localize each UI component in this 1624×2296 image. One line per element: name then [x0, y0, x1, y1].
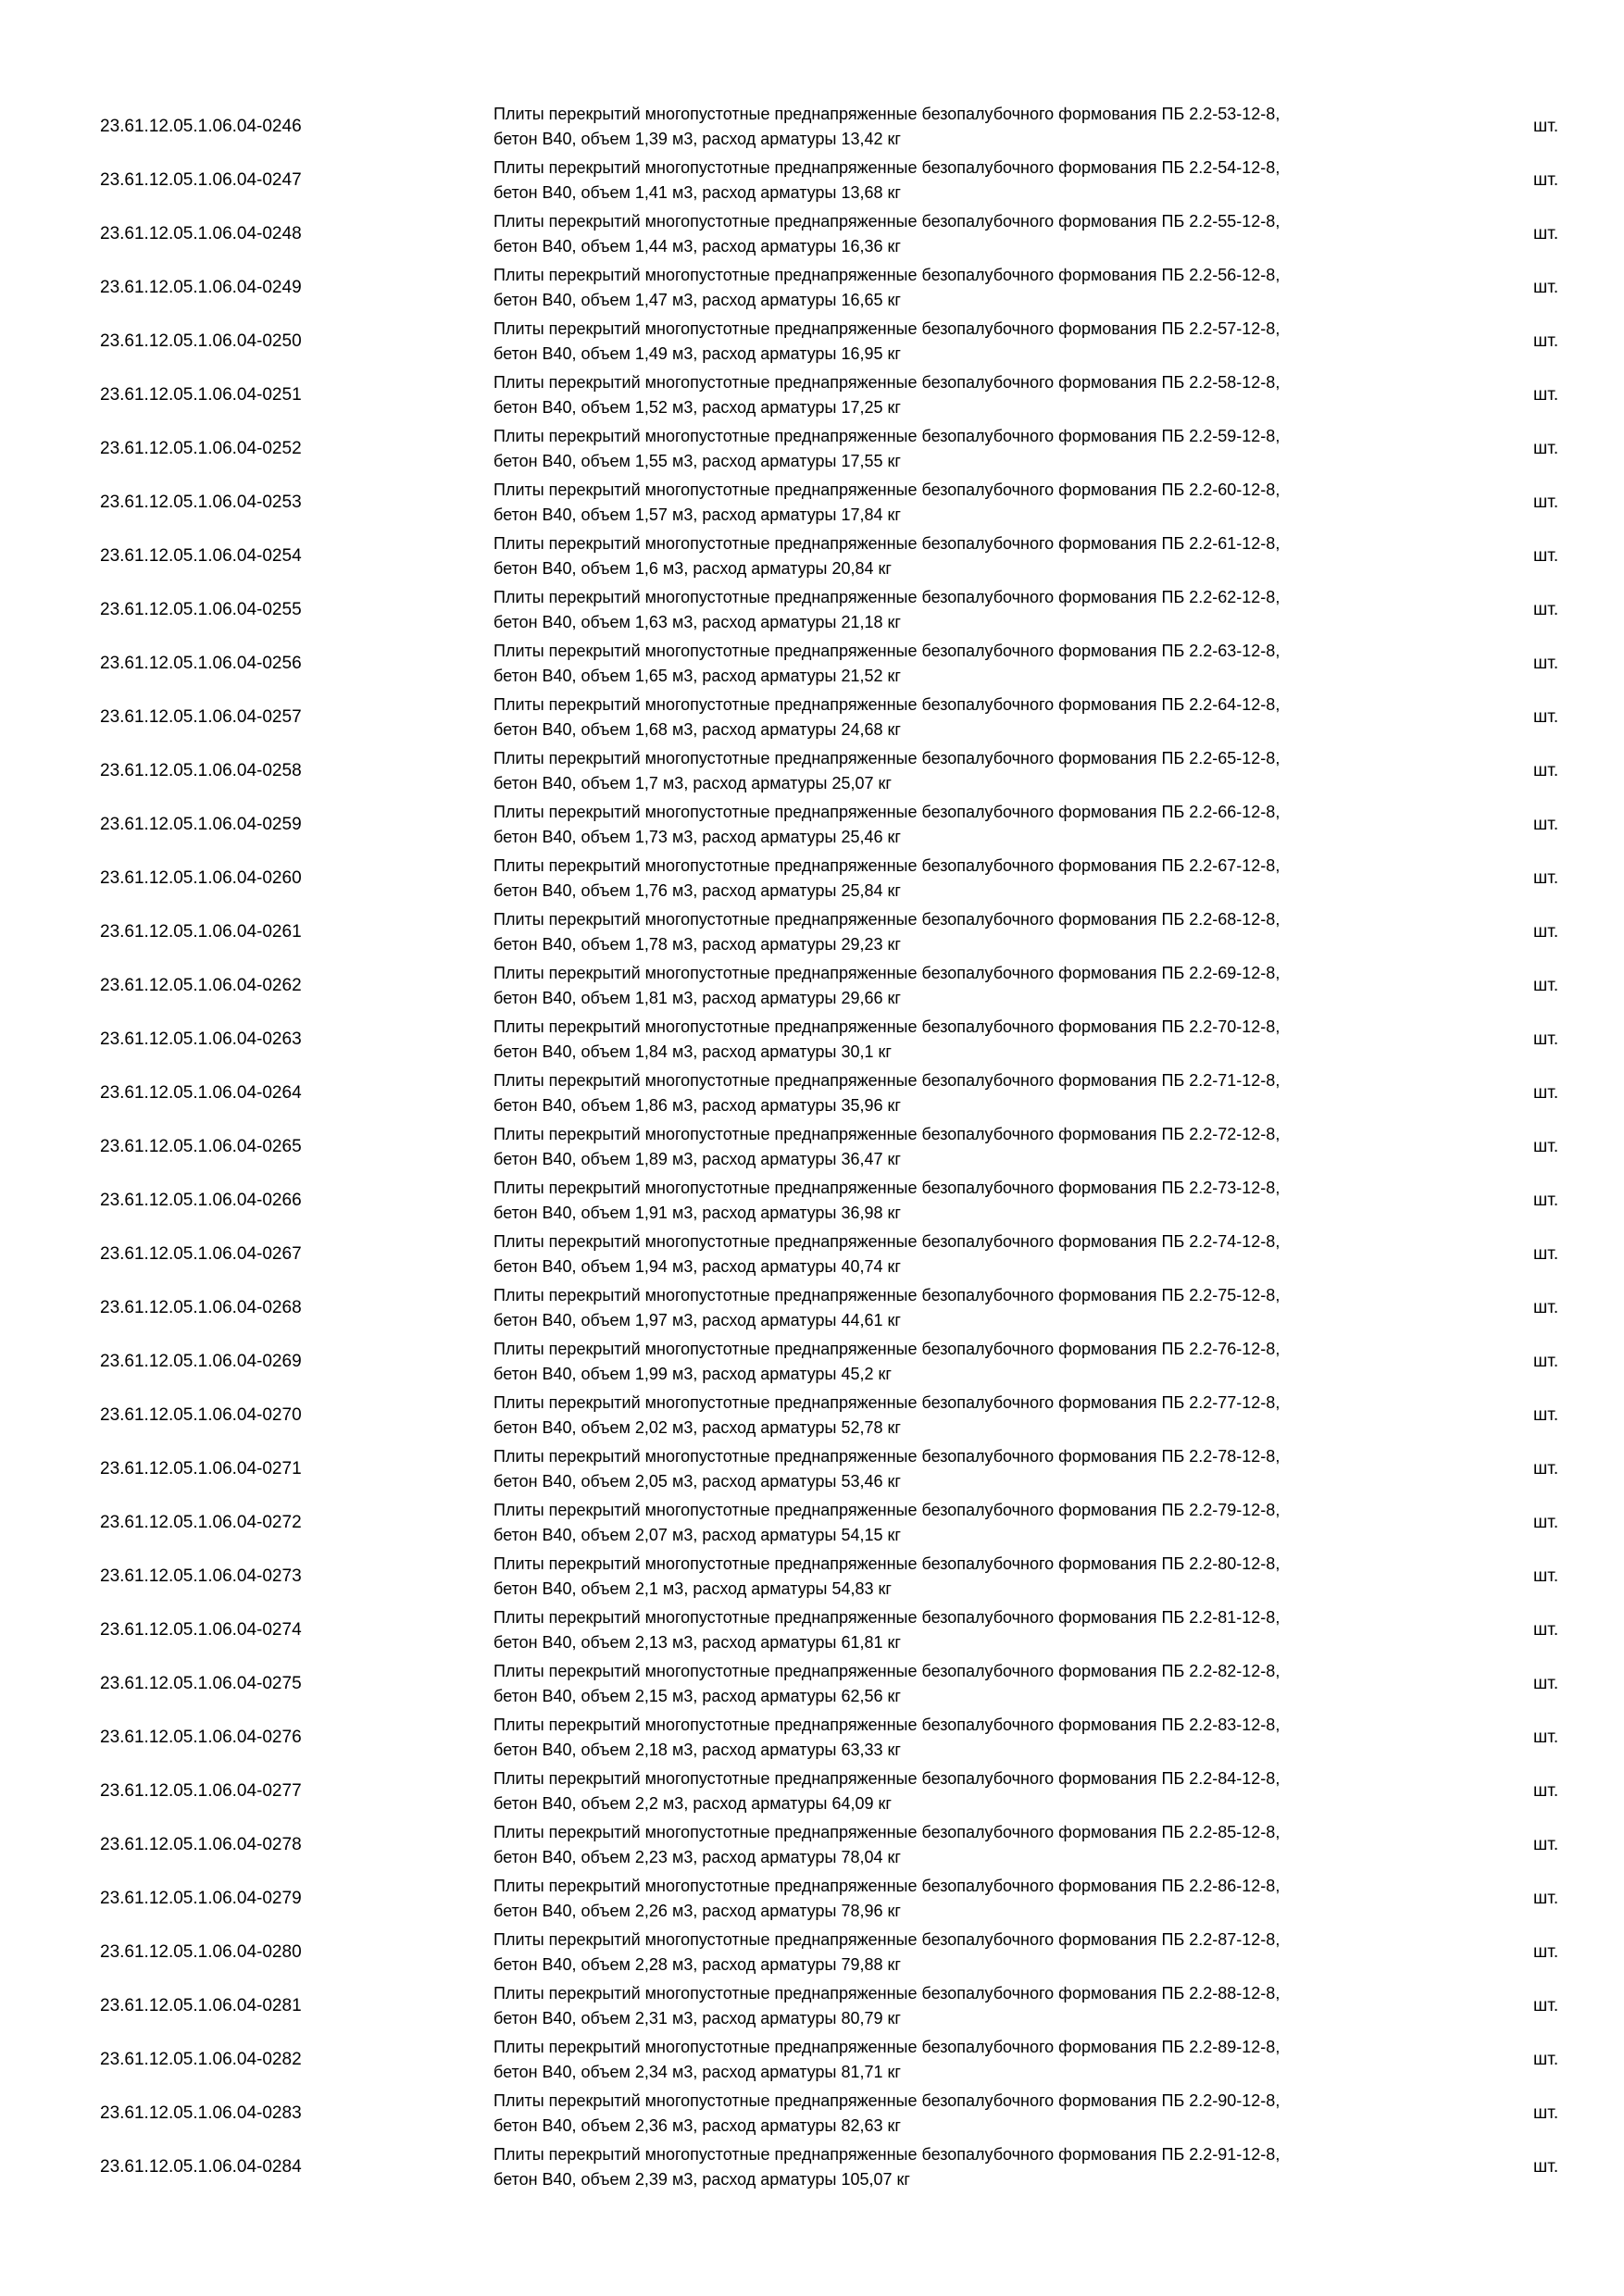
description-line-1: Плиты перекрытий многопустотные преднапряженные безопалубочного формования ПБ 2.2-85-12-8,: [493, 1823, 1280, 1841]
description-line-2: бетон B40, объем 2,39 м3, расход арматуры 105,07 кг: [493, 2170, 910, 2189]
description-line-1: Плиты перекрытий многопустотные преднапряженные безопалубочного формования ПБ 2.2-57-12-8,: [493, 319, 1280, 338]
unit-of-measure: шт.: [1533, 1728, 1559, 1747]
description-line-1: Плиты перекрытий многопустотные преднапряженные безопалубочного формования ПБ 2.2-73-12-8,: [493, 1179, 1280, 1197]
resource-code: 23.61.12.05.1.06.04-0262: [100, 976, 302, 995]
description-line-2: бетон B40, объем 1,57 м3, расход арматуры 17,84 кг: [493, 505, 901, 524]
resource-description: [493, 1283, 1493, 1333]
description-line-2: бетон B40, объем 2,36 м3, расход арматуры 82,63 кг: [493, 2116, 901, 2135]
description-line-1: Плиты перекрытий многопустотные преднапряженные безопалубочного формования ПБ 2.2-83-12-8,: [493, 1716, 1280, 1734]
description-line-2: бетон B40, объем 1,99 м3, расход арматуры 45,2 кг: [493, 1365, 892, 1383]
resource-description: [493, 1337, 1493, 1387]
unit-of-measure: шт.: [1533, 170, 1559, 190]
unit-of-measure: шт.: [1533, 117, 1559, 136]
table-row: [0, 1979, 1624, 2033]
description-line-2: бетон B40, объем 2,05 м3, расход арматуры 53,46 кг: [493, 1472, 901, 1491]
unit-of-measure: шт.: [1533, 1674, 1559, 1693]
table-row: [0, 1067, 1624, 1120]
unit-of-measure: шт.: [1533, 1781, 1559, 1801]
material-table: [0, 100, 1624, 2194]
description-line-2: бетон B40, объем 1,44 м3, расход арматуры 16,36 кг: [493, 237, 901, 256]
resource-description: [493, 2089, 1493, 2139]
unit-of-measure: шт.: [1533, 1083, 1559, 1103]
description-line-1: Плиты перекрытий многопустотные преднапряженные безопалубочного формования ПБ 2.2-91-12-8,: [493, 2145, 1280, 2164]
table-row: [0, 1120, 1624, 1174]
resource-description: [493, 424, 1493, 474]
resource-description: [493, 156, 1493, 206]
table-row: [0, 1872, 1624, 1926]
table-row: [0, 2087, 1624, 2140]
description-line-2: бетон B40, объем 1,97 м3, расход арматуры 44,61 кг: [493, 1311, 901, 1329]
description-line-1: Плиты перекрытий многопустотные преднапряженные безопалубочного формования ПБ 2.2-58-12-8,: [493, 373, 1280, 392]
resource-description: [493, 209, 1493, 259]
resource-code: 23.61.12.05.1.06.04-0254: [100, 546, 302, 566]
resource-description: [493, 1176, 1493, 1226]
resource-code: 23.61.12.05.1.06.04-0261: [100, 922, 302, 942]
resource-code: 23.61.12.05.1.06.04-0248: [100, 224, 302, 243]
description-line-1: Плиты перекрытий многопустотные преднапряженные безопалубочного формования ПБ 2.2-75-12-8,: [493, 1286, 1280, 1304]
resource-code: 23.61.12.05.1.06.04-0246: [100, 117, 302, 136]
resource-code: 23.61.12.05.1.06.04-0282: [100, 2050, 302, 2069]
table-row: [0, 1657, 1624, 1711]
resource-description: [493, 1659, 1493, 1709]
resource-code: 23.61.12.05.1.06.04-0251: [100, 385, 302, 405]
resource-code: 23.61.12.05.1.06.04-0281: [100, 1996, 302, 2015]
description-line-2: бетон B40, объем 2,34 м3, расход арматуры 81,71 кг: [493, 2063, 901, 2081]
unit-of-measure: шт.: [1533, 1029, 1559, 1049]
resource-code: 23.61.12.05.1.06.04-0277: [100, 1781, 302, 1801]
description-line-1: Плиты перекрытий многопустотные преднапряженные безопалубочного формования ПБ 2.2-80-12-8,: [493, 1554, 1280, 1573]
description-line-2: бетон B40, объем 2,15 м3, расход арматуры 62,56 кг: [493, 1687, 901, 1705]
unit-of-measure: шт.: [1533, 1942, 1559, 1962]
description-line-2: бетон B40, объем 1,81 м3, расход арматуры 29,66 кг: [493, 989, 901, 1007]
resource-description: [493, 263, 1493, 313]
description-line-2: бетон B40, объем 2,1 м3, расход арматуры 54,83 кг: [493, 1579, 892, 1598]
resource-code: 23.61.12.05.1.06.04-0253: [100, 493, 302, 512]
description-line-2: бетон B40, объем 1,7 м3, расход арматуры 25,07 кг: [493, 774, 892, 792]
table-row: [0, 583, 1624, 637]
unit-of-measure: шт.: [1533, 1137, 1559, 1156]
description-line-2: бетон B40, объем 1,39 м3, расход арматуры 13,42 кг: [493, 130, 901, 148]
resource-code: 23.61.12.05.1.06.04-0267: [100, 1244, 302, 1264]
resource-description: [493, 1981, 1493, 2031]
description-line-1: Плиты перекрытий многопустотные преднапряженные безопалубочного формования ПБ 2.2-70-12-8,: [493, 1017, 1280, 1036]
description-line-2: бетон B40, объем 1,47 м3, расход арматуры 16,65 кг: [493, 291, 901, 309]
description-line-1: Плиты перекрытий многопустотные преднапряженные безопалубочного формования ПБ 2.2-53-12-8,: [493, 105, 1280, 123]
unit-of-measure: шт.: [1533, 385, 1559, 405]
resource-code: 23.61.12.05.1.06.04-0247: [100, 170, 302, 190]
table-row: [0, 959, 1624, 1013]
description-line-2: бетон B40, объем 1,89 м3, расход арматуры 36,47 кг: [493, 1150, 901, 1168]
unit-of-measure: шт.: [1533, 546, 1559, 566]
unit-of-measure: шт.: [1533, 224, 1559, 243]
resource-code: 23.61.12.05.1.06.04-0266: [100, 1191, 302, 1210]
resource-description: [493, 1928, 1493, 1978]
resource-description: [493, 478, 1493, 528]
unit-of-measure: шт.: [1533, 761, 1559, 780]
description-line-2: бетон B40, объем 1,63 м3, расход арматуры 21,18 кг: [493, 613, 901, 631]
description-line-1: Плиты перекрытий многопустотные преднапряженные безопалубочного формования ПБ 2.2-84-12-8,: [493, 1769, 1280, 1788]
description-line-1: Плиты перекрытий многопустотные преднапряженные безопалубочного формования ПБ 2.2-63-12-8,: [493, 642, 1280, 660]
description-line-2: бетон B40, объем 1,94 м3, расход арматуры 40,74 кг: [493, 1257, 901, 1276]
resource-description: [493, 317, 1493, 367]
table-row: [0, 100, 1624, 154]
resource-description: [493, 854, 1493, 904]
resource-description: [493, 693, 1493, 742]
resource-code: 23.61.12.05.1.06.04-0272: [100, 1513, 302, 1532]
description-line-2: бетон B40, объем 2,28 м3, расход арматуры 79,88 кг: [493, 1955, 901, 1974]
resource-code: 23.61.12.05.1.06.04-0252: [100, 439, 302, 458]
table-row: [0, 798, 1624, 852]
unit-of-measure: шт.: [1533, 439, 1559, 458]
description-line-2: бетон B40, объем 1,84 м3, расход арматуры 30,1 кг: [493, 1042, 892, 1061]
resource-code: 23.61.12.05.1.06.04-0275: [100, 1674, 302, 1693]
unit-of-measure: шт.: [1533, 815, 1559, 834]
resource-description: [493, 2142, 1493, 2192]
resource-code: 23.61.12.05.1.06.04-0278: [100, 1835, 302, 1854]
resource-description: [493, 1498, 1493, 1548]
description-line-2: бетон B40, объем 1,91 м3, расход арматуры 36,98 кг: [493, 1204, 901, 1222]
unit-of-measure: шт.: [1533, 1459, 1559, 1479]
description-line-1: Плиты перекрытий многопустотные преднапряженные безопалубочного формования ПБ 2.2-60-12-8,: [493, 480, 1280, 499]
description-line-2: бетон B40, объем 2,2 м3, расход арматуры 64,09 кг: [493, 1794, 892, 1813]
description-line-1: Плиты перекрытий многопустотные преднапряженные безопалубочного формования ПБ 2.2-88-12-8,: [493, 1984, 1280, 2003]
unit-of-measure: шт.: [1533, 2157, 1559, 2177]
unit-of-measure: шт.: [1533, 1244, 1559, 1264]
description-line-1: Плиты перекрытий многопустотные преднапряженные безопалубочного формования ПБ 2.2-86-12-8,: [493, 1877, 1280, 1895]
resource-code: 23.61.12.05.1.06.04-0284: [100, 2157, 302, 2177]
table-row: [0, 315, 1624, 368]
description-line-1: Плиты перекрытий многопустотные преднапряженные безопалубочного формования ПБ 2.2-77-12-8,: [493, 1393, 1280, 1412]
table-row: [0, 261, 1624, 315]
resource-description: [493, 1391, 1493, 1441]
unit-of-measure: шт.: [1533, 1566, 1559, 1586]
description-line-2: бетон B40, объем 2,31 м3, расход арматуры 80,79 кг: [493, 2009, 901, 2028]
unit-of-measure: шт.: [1533, 331, 1559, 351]
table-row: [0, 1174, 1624, 1228]
resource-code: 23.61.12.05.1.06.04-0259: [100, 815, 302, 834]
table-row: [0, 1389, 1624, 1442]
table-row: [0, 476, 1624, 530]
unit-of-measure: шт.: [1533, 654, 1559, 673]
resource-code: 23.61.12.05.1.06.04-0283: [100, 2103, 302, 2123]
unit-of-measure: шт.: [1533, 2103, 1559, 2123]
resource-code: 23.61.12.05.1.06.04-0265: [100, 1137, 302, 1156]
resource-code: 23.61.12.05.1.06.04-0280: [100, 1942, 302, 1962]
resource-code: 23.61.12.05.1.06.04-0270: [100, 1405, 302, 1425]
resource-description: [493, 1068, 1493, 1118]
resource-description: [493, 1605, 1493, 1655]
description-line-1: Плиты перекрытий многопустотные преднапряженные безопалубочного формования ПБ 2.2-81-12-8,: [493, 1608, 1280, 1627]
description-line-1: Плиты перекрытий многопустотные преднапряженные безопалубочного формования ПБ 2.2-82-12-8,: [493, 1662, 1280, 1680]
table-row: [0, 154, 1624, 207]
table-row: [0, 1228, 1624, 1281]
resource-description: [493, 102, 1493, 152]
description-line-2: бетон B40, объем 1,68 м3, расход арматуры 24,68 кг: [493, 720, 901, 739]
description-line-1: Плиты перекрытий многопустотные преднапряженные безопалубочного формования ПБ 2.2-74-12-8,: [493, 1232, 1280, 1251]
description-line-1: Плиты перекрытий многопустотные преднапряженные безопалубочного формования ПБ 2.2-89-12-8,: [493, 2038, 1280, 2056]
resource-description: [493, 961, 1493, 1011]
table-row: [0, 691, 1624, 744]
table-row: [0, 1281, 1624, 1335]
description-line-2: бетон B40, объем 2,23 м3, расход арматуры 78,04 кг: [493, 1848, 901, 1866]
unit-of-measure: шт.: [1533, 1889, 1559, 1908]
resource-description: [493, 1444, 1493, 1494]
description-line-2: бетон B40, объем 2,07 м3, расход арматуры 54,15 кг: [493, 1526, 901, 1544]
resource-description: [493, 1229, 1493, 1279]
description-line-1: Плиты перекрытий многопустотные преднапряженные безопалубочного формования ПБ 2.2-54-12-8,: [493, 158, 1280, 177]
resource-code: 23.61.12.05.1.06.04-0263: [100, 1029, 302, 1049]
unit-of-measure: шт.: [1533, 1191, 1559, 1210]
resource-description: [493, 907, 1493, 957]
table-row: [0, 422, 1624, 476]
unit-of-measure: шт.: [1533, 278, 1559, 297]
table-row: [0, 905, 1624, 959]
description-line-2: бетон B40, объем 2,26 м3, расход арматуры 78,96 кг: [493, 1902, 901, 1920]
resource-code: 23.61.12.05.1.06.04-0257: [100, 707, 302, 727]
description-line-1: Плиты перекрытий многопустотные преднапряженные безопалубочного формования ПБ 2.2-69-12-8,: [493, 964, 1280, 982]
description-line-1: Плиты перекрытий многопустотные преднапряженные безопалубочного формования ПБ 2.2-66-12-8,: [493, 803, 1280, 821]
resource-description: [493, 2035, 1493, 2085]
unit-of-measure: шт.: [1533, 1405, 1559, 1425]
description-line-2: бетон B40, объем 1,86 м3, расход арматуры 35,96 кг: [493, 1096, 901, 1115]
table-row: [0, 1818, 1624, 1872]
table-row: [0, 637, 1624, 691]
description-line-1: Плиты перекрытий многопустотные преднапряженные безопалубочного формования ПБ 2.2-65-12-8,: [493, 749, 1280, 767]
table-row: [0, 207, 1624, 261]
description-line-1: Плиты перекрытий многопустотные преднапряженные безопалубочного формования ПБ 2.2-71-12-8,: [493, 1071, 1280, 1090]
resource-description: [493, 1122, 1493, 1172]
unit-of-measure: шт.: [1533, 1835, 1559, 1854]
resource-description: [493, 531, 1493, 581]
resource-description: [493, 1820, 1493, 1870]
resource-description: [493, 1874, 1493, 1924]
resource-description: [493, 800, 1493, 850]
description-line-1: Плиты перекрытий многопустотные преднапряженные безопалубочного формования ПБ 2.2-55-12-8,: [493, 212, 1280, 231]
resource-description: [493, 1015, 1493, 1065]
description-line-2: бетон B40, объем 1,49 м3, расход арматуры 16,95 кг: [493, 344, 901, 363]
unit-of-measure: шт.: [1533, 600, 1559, 619]
table-row: [0, 1765, 1624, 1818]
description-line-1: Плиты перекрытий многопустотные преднапряженные безопалубочного формования ПБ 2.2-67-12-8,: [493, 856, 1280, 875]
description-line-2: бетон B40, объем 1,76 м3, расход арматуры 25,84 кг: [493, 881, 901, 900]
description-line-1: Плиты перекрытий многопустотные преднапряженные безопалубочного формования ПБ 2.2-64-12-8,: [493, 695, 1280, 714]
resource-code: 23.61.12.05.1.06.04-0279: [100, 1889, 302, 1908]
resource-code: 23.61.12.05.1.06.04-0269: [100, 1352, 302, 1371]
unit-of-measure: шт.: [1533, 1352, 1559, 1371]
description-line-1: Плиты перекрытий многопустотные преднапряженные безопалубочного формования ПБ 2.2-68-12-8,: [493, 910, 1280, 929]
description-line-1: Плиты перекрытий многопустотные преднапряженные безопалубочного формования ПБ 2.2-62-12-8,: [493, 588, 1280, 606]
description-line-1: Плиты перекрытий многопустотные преднапряженные безопалубочного формования ПБ 2.2-78-12-8,: [493, 1447, 1280, 1466]
description-line-2: бетон B40, объем 1,78 м3, расход арматуры 29,23 кг: [493, 935, 901, 954]
unit-of-measure: шт.: [1533, 1620, 1559, 1640]
description-line-2: бетон B40, объем 2,02 м3, расход арматуры 52,78 кг: [493, 1418, 901, 1437]
description-line-1: Плиты перекрытий многопустотные преднапряженные безопалубочного формования ПБ 2.2-61-12-8,: [493, 534, 1280, 553]
description-line-1: Плиты перекрытий многопустотные преднапряженные безопалубочного формования ПБ 2.2-72-12-8,: [493, 1125, 1280, 1143]
description-line-2: бетон B40, объем 1,52 м3, расход арматуры 17,25 кг: [493, 398, 901, 417]
description-line-1: Плиты перекрытий многопустотные преднапряженные безопалубочного формования ПБ 2.2-59-12-8,: [493, 427, 1280, 445]
table-row: [0, 1550, 1624, 1603]
table-row: [0, 2033, 1624, 2087]
resource-code: 23.61.12.05.1.06.04-0249: [100, 278, 302, 297]
resource-code: 23.61.12.05.1.06.04-0264: [100, 1083, 302, 1103]
table-row: [0, 744, 1624, 798]
resource-code: 23.61.12.05.1.06.04-0271: [100, 1459, 302, 1479]
resource-code: 23.61.12.05.1.06.04-0274: [100, 1620, 302, 1640]
description-line-1: Плиты перекрытий многопустотные преднапряженные безопалубочного формования ПБ 2.2-90-12-8,: [493, 2091, 1280, 2110]
unit-of-measure: шт.: [1533, 1298, 1559, 1317]
resource-code: 23.61.12.05.1.06.04-0255: [100, 600, 302, 619]
resource-code: 23.61.12.05.1.06.04-0256: [100, 654, 302, 673]
resource-description: [493, 746, 1493, 796]
unit-of-measure: шт.: [1533, 493, 1559, 512]
unit-of-measure: шт.: [1533, 976, 1559, 995]
table-row: [0, 1926, 1624, 1979]
resource-description: [493, 639, 1493, 689]
table-row: [0, 1711, 1624, 1765]
table-row: [0, 1013, 1624, 1067]
description-line-2: бетон B40, объем 1,6 м3, расход арматуры 20,84 кг: [493, 559, 892, 578]
resource-code: 23.61.12.05.1.06.04-0276: [100, 1728, 302, 1747]
table-row: [0, 1442, 1624, 1496]
unit-of-measure: шт.: [1533, 922, 1559, 942]
description-line-2: бетон B40, объем 1,65 м3, расход арматуры 21,52 кг: [493, 667, 901, 685]
unit-of-measure: шт.: [1533, 2050, 1559, 2069]
description-line-2: бетон B40, объем 1,73 м3, расход арматуры 25,46 кг: [493, 828, 901, 846]
table-row: [0, 1603, 1624, 1657]
resource-description: [493, 585, 1493, 635]
table-row: [0, 1496, 1624, 1550]
unit-of-measure: шт.: [1533, 1513, 1559, 1532]
description-line-1: Плиты перекрытий многопустотные преднапряженные безопалубочного формования ПБ 2.2-76-12-8,: [493, 1340, 1280, 1358]
description-line-2: бетон B40, объем 1,41 м3, расход арматуры 13,68 кг: [493, 183, 901, 202]
resource-description: [493, 1766, 1493, 1816]
resource-code: 23.61.12.05.1.06.04-0258: [100, 761, 302, 780]
table-row: [0, 852, 1624, 905]
table-row: [0, 368, 1624, 422]
description-line-2: бетон B40, объем 2,13 м3, расход арматуры 61,81 кг: [493, 1633, 901, 1652]
resource-code: 23.61.12.05.1.06.04-0250: [100, 331, 302, 351]
resource-description: [493, 1552, 1493, 1602]
resource-description: [493, 1713, 1493, 1763]
description-line-1: Плиты перекрытий многопустотные преднапряженные безопалубочного формования ПБ 2.2-79-12-8,: [493, 1501, 1280, 1519]
table-row: [0, 530, 1624, 583]
table-row: [0, 2140, 1624, 2194]
unit-of-measure: шт.: [1533, 868, 1559, 888]
description-line-2: бетон B40, объем 1,55 м3, расход арматуры 17,55 кг: [493, 452, 901, 470]
resource-description: [493, 370, 1493, 420]
resource-code: 23.61.12.05.1.06.04-0268: [100, 1298, 302, 1317]
resource-code: 23.61.12.05.1.06.04-0273: [100, 1566, 302, 1586]
description-line-2: бетон B40, объем 2,18 м3, расход арматуры 63,33 кг: [493, 1741, 901, 1759]
table-row: [0, 1335, 1624, 1389]
description-line-1: Плиты перекрытий многопустотные преднапряженные безопалубочного формования ПБ 2.2-87-12-8,: [493, 1930, 1280, 1949]
description-line-1: Плиты перекрытий многопустотные преднапряженные безопалубочного формования ПБ 2.2-56-12-8,: [493, 266, 1280, 284]
resource-code: 23.61.12.05.1.06.04-0260: [100, 868, 302, 888]
unit-of-measure: шт.: [1533, 707, 1559, 727]
unit-of-measure: шт.: [1533, 1996, 1559, 2015]
